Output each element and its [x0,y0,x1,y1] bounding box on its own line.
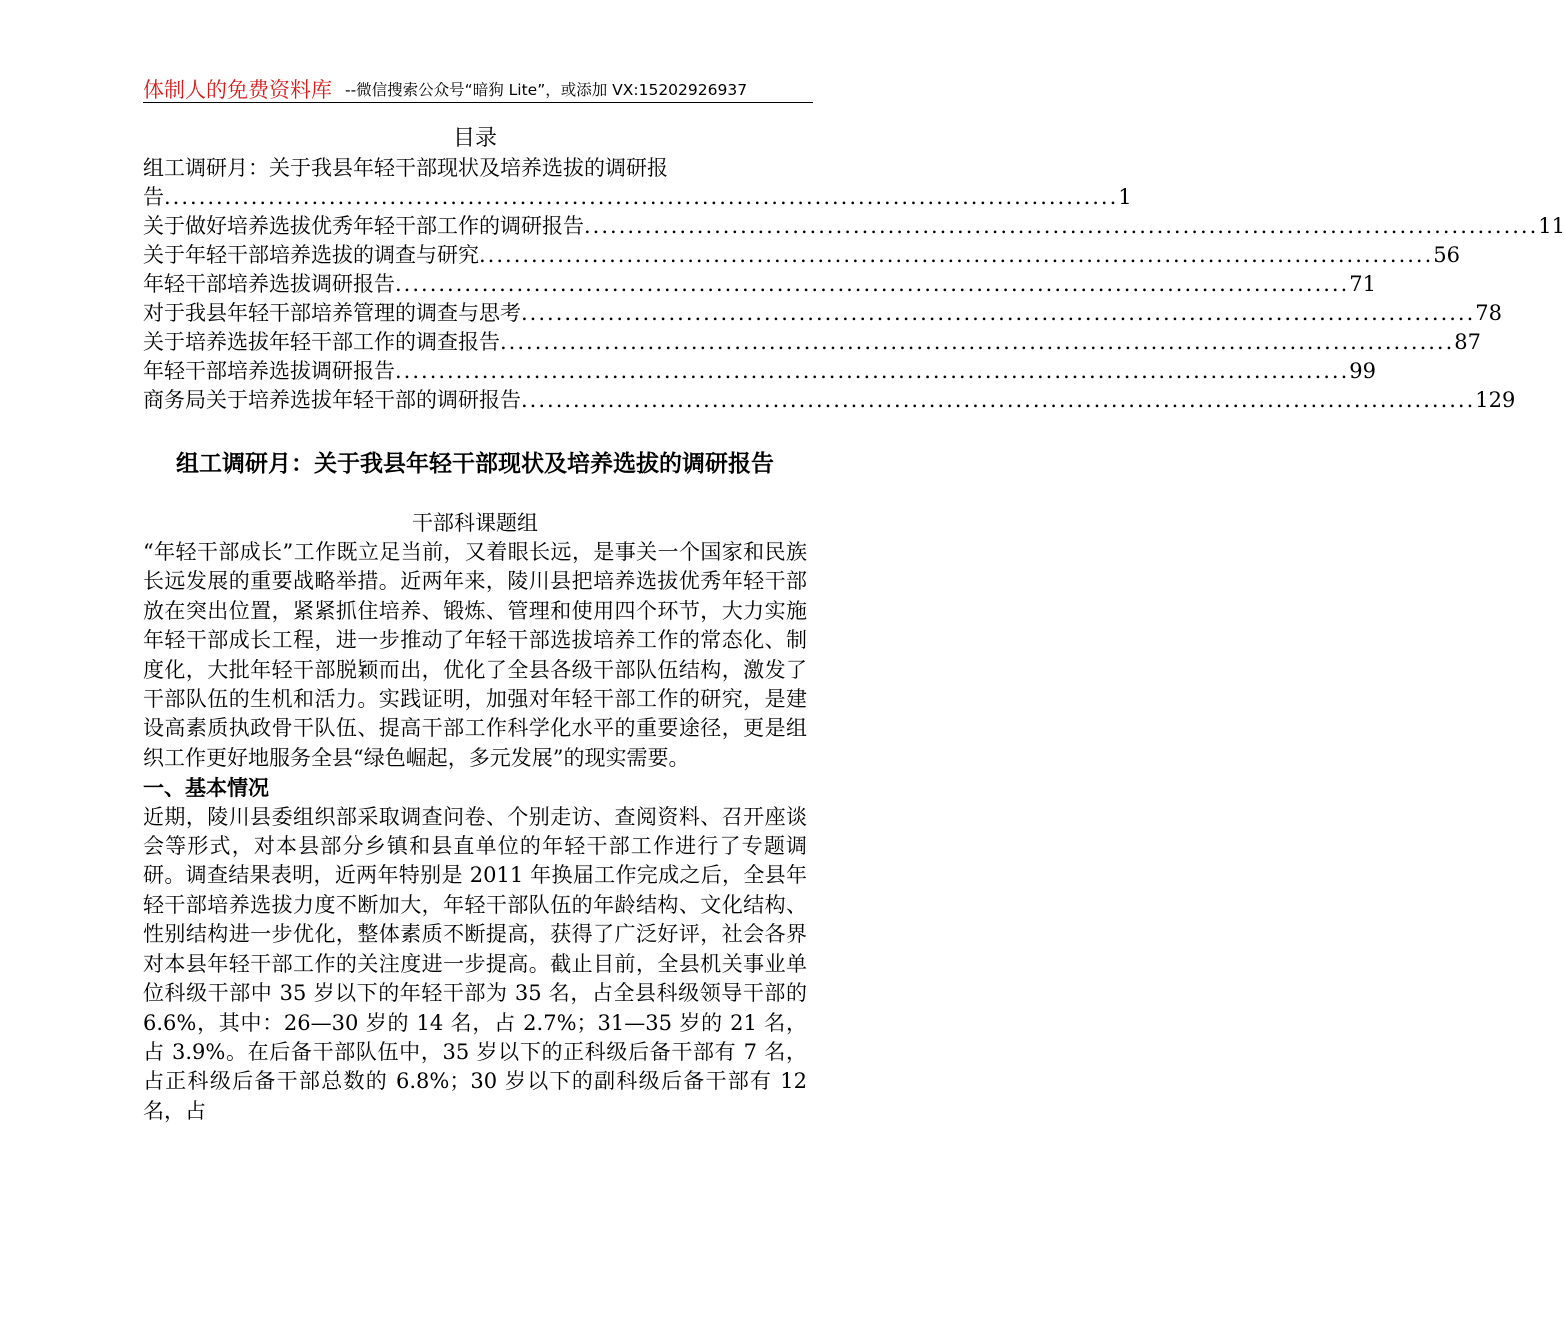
toc-entry-title: 关于年轻干部培养选拔的调查与研究 [143,243,479,267]
toc-entry-title: 关于培养选拔年轻干部工作的调查报告 [143,330,500,354]
toc-leader: .............................................................................................................. [164,185,1119,209]
document-body [143,538,807,1126]
toc-entry[interactable] [143,299,1503,328]
toc-entry-page: 129 [1475,388,1516,412]
toc-entry[interactable] [143,270,1377,299]
toc-entry-page: 78 [1475,301,1503,325]
toc-entry[interactable] [143,386,1516,415]
toc-leader: .............................................................................................................. [500,330,1455,354]
toc-entry[interactable] [143,154,1132,212]
toc-entry-title: 商务局关于培养选拔年轻干部的调研报告 [143,388,521,412]
toc-leader: .............................................................................................................. [521,388,1476,412]
toc-entry-page: 11 [1538,214,1565,238]
toc-entry[interactable] [143,241,1461,270]
toc-entry-title-cont: 告 [143,185,164,209]
section-paragraph: 近期，陵川县委组织部采取调查问卷、个别走访、查阅资料、召开座谈会等形式，对本县部分乡镇和县直单位的年轻干部工作进行了专题调研。调查结果表明，近两年特别是 2011 年换届工作完成之后，全县年轻干部培养选拔力度不断加大，年轻干部队伍的年龄结构、文化结构、性别结构进一步优化，整体素质不断提高，获得了广泛好评，社会各界对本县年轻干部工作的关注度进一步提高。截止目前，全县机关事业单位科级干部中 35 岁以下的年轻干部为 35 名，占全县科级领导干部的 6.6%，其中：26—30 岁的 14 名，占 2.7%；31—35 岁的 21 名，占 3.9%。在后备干部队伍中，35 岁以下的正科级后备干部有 7 名，占正科级后备干部总数的 6.8%；30 岁以下的副科级后备干部有 12 名，占 [143,804,807,1123]
toc-leader: .............................................................................................................. [395,359,1350,383]
toc-entry-title: 年轻干部培养选拔调研报告 [143,272,395,296]
toc-entry[interactable] [143,212,1565,241]
toc-entry-page: 1 [1118,185,1132,209]
toc-title: 目录 [452,126,497,151]
toc-entry-title: 组工调研月：关于我县年轻干部现状及培养选拔的调研报 [143,156,668,180]
document-title: 组工调研月：关于我县年轻干部现状及培养选拔的调研报告 [176,450,774,477]
header-brand: 体制人的免费资料库 [143,78,332,102]
toc-leader: .............................................................................................................. [479,243,1434,267]
toc-entry-title: 对于我县年轻干部培养管理的调查与思考 [143,301,521,325]
toc-leader: .............................................................................................................. [584,214,1539,238]
toc-entry-page: 87 [1454,330,1482,354]
toc-leader: .............................................................................................................. [395,272,1350,296]
table-of-contents [143,154,1565,415]
toc-entry[interactable] [143,328,1482,357]
toc-entry-page: 56 [1433,243,1461,267]
section-heading: 一、基本情况 [143,775,269,801]
toc-entry-title: 年轻干部培养选拔调研报告 [143,359,395,383]
intro-paragraph: “年轻干部成长”工作既立足当前，又着眼长远，是事关一个国家和民族长远发展的重要战略举措。近两年来，陵川县把培养选拔优秀年轻干部放在突出位置，紧紧抓住培养、锻炼、管理和使用四个环节，大力实施年轻干部成长工程，进一步推动了年轻干部选拔培养工作的常态化、制度化，大批年轻干部脱颖而出，优化了全县各级干部队伍结构，激发了干部队伍的生机和活力。实践证明，加强对年轻干部工作的研究，是建设高素质执政骨干队伍、提高干部工作科学化水平的重要途径，更是组织工作更好地服务全县“绿色崛起，多元发展”的现实需要。 [143,540,807,770]
toc-entry[interactable] [143,357,1377,386]
header-contact: --微信搜索公众号“暗狗 Lite”，或添加 VX:15202926937 [345,81,748,99]
toc-entry-page: 99 [1349,359,1377,383]
toc-entry-page: 71 [1349,272,1377,296]
toc-leader: .............................................................................................................. [521,301,1476,325]
toc-entry-title: 关于做好培养选拔优秀年轻干部工作的调研报告 [143,214,584,238]
page-header [143,72,813,103]
document-author: 干部科课题组 [412,511,538,535]
